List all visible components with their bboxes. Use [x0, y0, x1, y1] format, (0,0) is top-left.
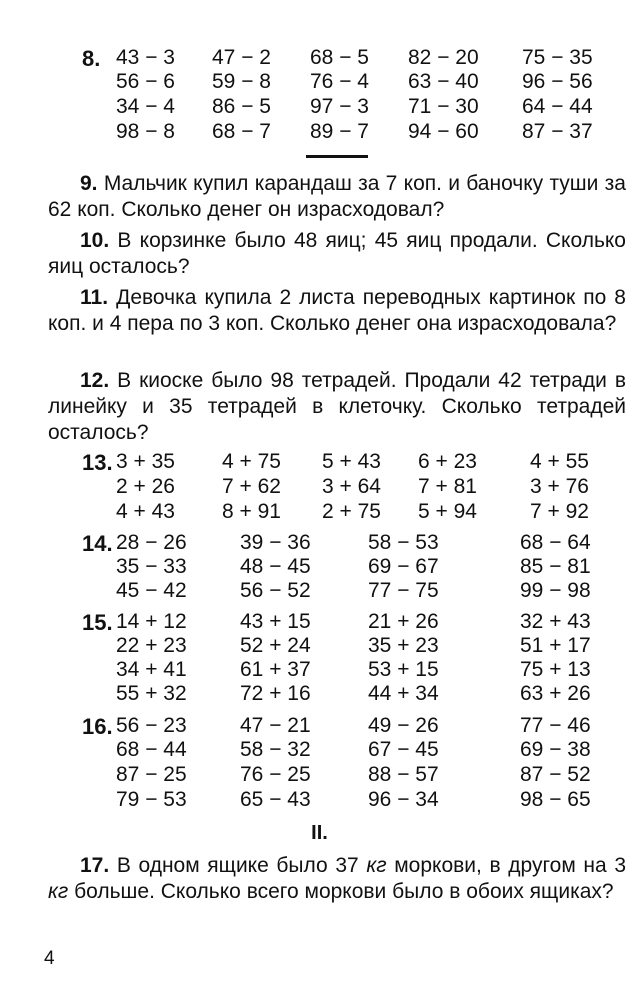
expression: 71 − 30 — [408, 95, 479, 118]
expression: 82 − 20 — [408, 46, 479, 69]
expression: 4 + 55 — [530, 450, 589, 473]
expression: 49 − 26 — [368, 714, 439, 737]
section-divider — [306, 155, 368, 158]
expression: 58 − 32 — [240, 738, 311, 761]
problem-text-part: больше. Сколько всего моркови было в обоих ящиках? — [68, 880, 614, 903]
problem-text: В корзинке было 48 яиц; 45 яиц продали. Сколько яиц осталось? — [48, 229, 626, 278]
expression: 59 − 8 — [212, 70, 271, 93]
expression: 96 − 34 — [368, 788, 439, 811]
expression-row — [82, 475, 639, 499]
expression-row — [82, 738, 639, 762]
expression: 75 − 35 — [522, 46, 593, 69]
expression-row — [82, 46, 639, 70]
expression: 65 − 43 — [240, 788, 311, 811]
expression: 56 − 6 — [116, 70, 175, 93]
expression: 2 + 26 — [116, 475, 175, 498]
exercise-number: 15. — [82, 610, 113, 635]
expression: 56 − 23 — [116, 714, 187, 737]
expression: 67 − 45 — [368, 738, 439, 761]
expression: 5 + 43 — [322, 450, 381, 473]
expression-row — [82, 788, 639, 812]
section-heading: II. — [311, 822, 328, 844]
expression: 77 − 46 — [520, 714, 591, 737]
exercise-number: 8. — [82, 46, 101, 71]
expression: 8 + 91 — [222, 500, 281, 523]
expression: 99 − 98 — [520, 579, 591, 602]
expression: 22 + 23 — [116, 634, 187, 657]
expression: 32 + 43 — [520, 610, 591, 633]
problem-9 — [48, 171, 626, 223]
unit-kg: кг — [48, 880, 69, 903]
expression: 35 + 23 — [368, 634, 439, 657]
expression: 6 + 23 — [418, 450, 477, 473]
problem-text: В киоске было 98 тетрадей. Продали 42 тетради в линейку и 35 тетрадей в клеточку. Сколько тетрадей осталось? — [48, 369, 626, 444]
expression: 55 + 32 — [116, 682, 187, 705]
expression-row — [82, 579, 639, 603]
expression: 68 − 64 — [520, 531, 591, 554]
expression: 51 + 17 — [520, 634, 591, 657]
expression: 48 − 45 — [240, 555, 311, 578]
problem-11 — [48, 285, 626, 337]
expression: 3 + 64 — [322, 475, 381, 498]
exercise-number: 14. — [82, 531, 113, 556]
expression: 75 + 13 — [520, 658, 591, 681]
expression-row — [82, 658, 639, 682]
expression: 72 + 16 — [240, 682, 311, 705]
expression: 56 − 52 — [240, 579, 311, 602]
expression: 43 + 15 — [240, 610, 311, 633]
expression: 45 − 42 — [116, 579, 187, 602]
problem-number: 12. — [80, 369, 110, 392]
problem-text-part: моркови, в другом на 3 — [386, 854, 627, 877]
expression: 3 + 35 — [116, 450, 175, 473]
expression: 89 − 7 — [310, 120, 369, 143]
expression: 7 + 62 — [222, 475, 281, 498]
problem-number: 9. — [80, 172, 98, 195]
expression: 2 + 75 — [322, 500, 381, 523]
expression: 53 + 15 — [368, 658, 439, 681]
expression: 76 − 4 — [310, 70, 369, 93]
exercise-number: 16. — [82, 714, 113, 739]
expression: 39 − 36 — [240, 531, 311, 554]
expression-row — [82, 763, 639, 787]
expression: 68 − 7 — [212, 120, 271, 143]
expression: 58 − 53 — [368, 531, 439, 554]
problem-text: Мальчик купил карандаш за 7 коп. и баночку туши за 62 коп. Сколько денег он израсходовал? — [48, 172, 626, 221]
expression-row — [82, 714, 639, 738]
expression: 3 + 76 — [530, 475, 589, 498]
expression-row — [82, 120, 639, 144]
expression: 34 − 4 — [116, 95, 175, 118]
problem-number: 11. — [80, 286, 109, 309]
expression: 14 + 12 — [116, 610, 187, 633]
expression: 7 + 92 — [530, 500, 589, 523]
expression: 61 + 37 — [240, 658, 311, 681]
expression: 44 + 34 — [368, 682, 439, 705]
expression: 98 − 65 — [520, 788, 591, 811]
problem-text: Девочка купила 2 листа переводных картинок по 8 коп. и 4 пера по 3 коп. Сколько денег она израсходовала? — [48, 286, 626, 335]
problem-text-part: В одном ящике было 37 — [116, 854, 367, 877]
expression-row — [82, 610, 639, 634]
expression: 69 − 38 — [520, 738, 591, 761]
expression: 68 − 5 — [310, 46, 369, 69]
expression-row — [82, 531, 639, 555]
expression: 76 − 25 — [240, 763, 311, 786]
problem-17 — [48, 853, 626, 905]
expression: 86 − 5 — [212, 95, 271, 118]
expression: 43 − 3 — [116, 46, 175, 69]
expression-row — [82, 95, 639, 119]
exercise-number: 13. — [82, 450, 113, 475]
expression-row — [82, 450, 639, 474]
expression-row — [82, 70, 639, 94]
expression: 21 + 26 — [368, 610, 439, 633]
expression: 35 − 33 — [116, 555, 187, 578]
expression: 94 − 60 — [408, 120, 479, 143]
expression: 87 − 52 — [520, 763, 591, 786]
expression: 96 − 56 — [522, 70, 593, 93]
expression-row — [82, 634, 639, 658]
expression: 63 + 26 — [520, 682, 591, 705]
expression: 34 + 41 — [116, 658, 187, 681]
problem-10 — [48, 228, 626, 280]
expression: 4 + 75 — [222, 450, 281, 473]
problem-number: 10. — [80, 229, 110, 252]
expression: 85 − 81 — [520, 555, 591, 578]
expression-row — [82, 555, 639, 579]
expression: 47 − 2 — [212, 46, 271, 69]
page-number: 4 — [44, 948, 55, 969]
unit-kg: кг — [366, 854, 387, 877]
expression: 77 − 75 — [368, 579, 439, 602]
expression: 68 − 44 — [116, 738, 187, 761]
expression: 5 + 94 — [418, 500, 477, 523]
expression: 63 − 40 — [408, 70, 479, 93]
expression: 52 + 24 — [240, 634, 311, 657]
problem-12 — [48, 368, 626, 446]
expression: 7 + 81 — [418, 475, 477, 498]
expression: 47 − 21 — [240, 714, 311, 737]
expression: 87 − 37 — [522, 120, 593, 143]
expression: 69 − 67 — [368, 555, 439, 578]
expression: 88 − 57 — [368, 763, 439, 786]
expression: 79 − 53 — [116, 788, 187, 811]
expression: 28 − 26 — [116, 531, 187, 554]
expression-row — [82, 500, 639, 524]
expression: 4 + 43 — [116, 500, 175, 523]
expression: 98 − 8 — [116, 120, 175, 143]
expression: 64 − 44 — [522, 95, 593, 118]
expression-row — [82, 682, 639, 706]
expression: 87 − 25 — [116, 763, 187, 786]
problem-number: 17. — [80, 854, 110, 877]
expression: 97 − 3 — [310, 95, 369, 118]
